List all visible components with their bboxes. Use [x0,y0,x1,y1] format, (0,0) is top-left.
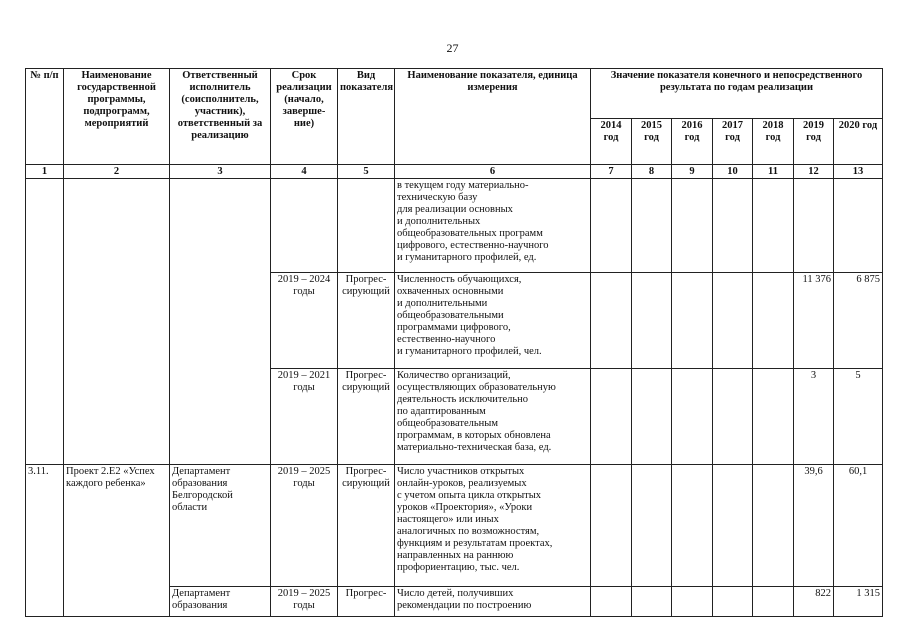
cell-value [632,273,672,369]
cell-value [753,369,794,465]
cell-type: Прогрес-сирующий [338,273,395,369]
cell-value [591,465,632,587]
cell-value [632,587,672,617]
cell-term [271,179,338,273]
cell-indicator: Число детей, получивших рекомендации по построению [395,587,591,617]
header-num: № п/п [26,69,64,165]
header-year-2015: 2015 год [632,119,672,165]
cell-value [713,465,753,587]
cell-indicator: Численность обучающихся, охваченных основными и дополнительными общеобразовательными программами цифрового, естественно-научного и гуманитарного профилей, чел. [395,273,591,369]
cell-term: 2019 – 2024 годы [271,273,338,369]
cell-value-2020: 6 875 [834,273,883,369]
cell-value [591,369,632,465]
cell-value [753,465,794,587]
cell-value [591,587,632,617]
header-values-group: Значение показателя конечного и непосредственного результата по годам реализации [591,69,883,119]
cell-value [713,273,753,369]
cell-num: 3.11. [26,465,64,617]
cell-value-2019: 11 376 [794,273,834,369]
header-year-2016: 2016 год [672,119,713,165]
cell-term: 2019 – 2025 годы [271,465,338,587]
header-year-2019: 2019 год [794,119,834,165]
column-number: 8 [632,165,672,179]
cell-value [753,179,794,273]
cell-indicator: Число участников открытых онлайн-уроков, реализуемых с учетом опыта цикла открытых уроков «Проектория», «Уроки настоящего» или иных аналогичных по возможностям, функциям и результатам проектах, направленных на раннюю профориентацию, тыс. чел. [395,465,591,587]
cell-value [672,179,713,273]
column-number: 12 [794,165,834,179]
header-executor: Ответственный исполнитель (соисполнитель, участник), ответственный за реализацию [170,69,271,165]
cell-value [591,273,632,369]
cell-value [713,179,753,273]
cell-value-2020 [834,179,883,273]
header-year-2018: 2018 год [753,119,794,165]
column-number: 3 [170,165,271,179]
cell-value [713,587,753,617]
cell-value [672,465,713,587]
cell-value [753,587,794,617]
cell-executor: Департамент образования Белгородской области [170,465,271,587]
cell-value-2019: 3 [794,369,834,465]
cell-value [591,179,632,273]
table-row [26,465,883,587]
cell-type: Прогрес- [338,587,395,617]
column-number: 11 [753,165,794,179]
cell-value-2019: 39,6 [794,465,834,587]
column-number: 9 [672,165,713,179]
cell-value-2019: 822 [794,587,834,617]
cell-type: Прогрес-сирующий [338,465,395,587]
cell-value-2019 [794,179,834,273]
cell-executor [170,179,271,465]
cell-term: 2019 – 2025 годы [271,587,338,617]
indicators-table [25,68,883,617]
column-number: 2 [64,165,170,179]
cell-value [672,273,713,369]
cell-term: 2019 – 2021 годы [271,369,338,465]
header-program: Наименование государственной программы, подпрограмм, мероприятий [64,69,170,165]
header-year-2014: 2014 год [591,119,632,165]
column-number: 4 [271,165,338,179]
column-number: 7 [591,165,632,179]
column-number: 10 [713,165,753,179]
header-year-2020: 2020 год [834,119,883,165]
header-year-2017: 2017 год [713,119,753,165]
cell-type [338,179,395,273]
column-numbers-row [26,165,883,179]
column-number: 1 [26,165,64,179]
table-row [26,179,883,273]
cell-value-2020: 5 [834,369,883,465]
header-type: Вид показателя [338,69,395,165]
page-number: 27 [446,41,459,55]
cell-value [753,273,794,369]
cell-value [632,179,672,273]
cell-program [64,179,170,465]
cell-value [672,587,713,617]
cell-indicator: Количество организаций, осуществляющих образовательную деятельность исключительно по адаптированным общеобразовательным программам, в которых обновлена материально-техническая база, ед. [395,369,591,465]
cell-value [713,369,753,465]
column-number: 6 [395,165,591,179]
cell-value-2020: 1 315 [834,587,883,617]
cell-value [632,369,672,465]
column-number: 13 [834,165,883,179]
column-number: 5 [338,165,395,179]
header-term: Срок реализации (начало, заверше-ние) [271,69,338,165]
cell-executor: Департамент образования [170,587,271,617]
cell-value-2020: 60,1 [834,465,883,587]
cell-indicator: в текущем году материально- техническую базу для реализации основных и дополнительных общеобразовательных программ цифрового, естественно-научного и гуманитарного профилей, ед. [395,179,591,273]
cell-program: Проект 2.Е2 «Успех каждого ребенка» [64,465,170,617]
cell-type: Прогрес-сирующий [338,369,395,465]
cell-value [632,465,672,587]
cell-value [672,369,713,465]
cell-num [26,179,64,465]
header-indicator: Наименование показателя, единица измерения [395,69,591,165]
